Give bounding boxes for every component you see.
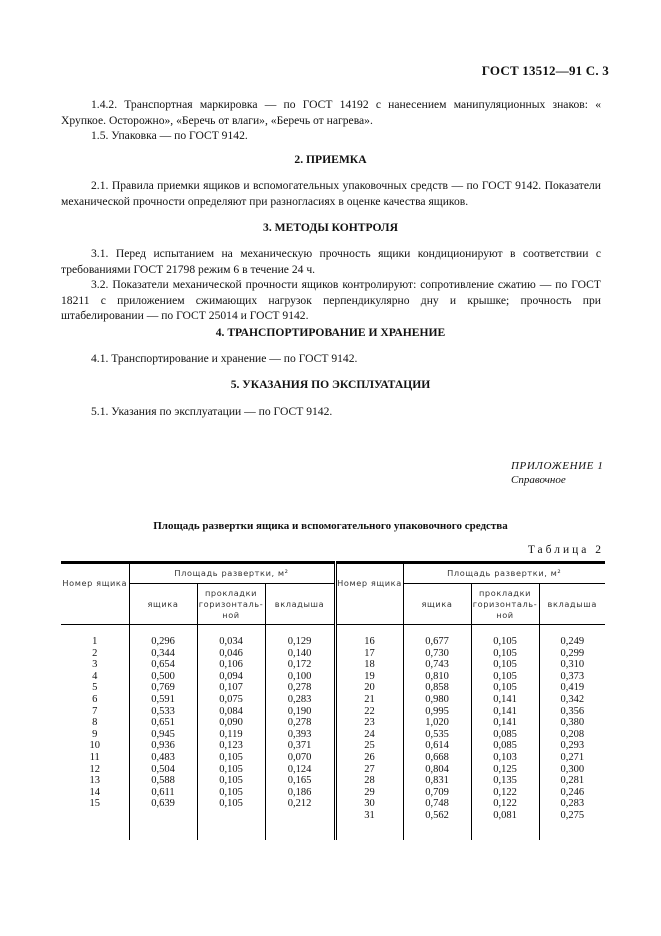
table-row <box>61 706 605 718</box>
paragraph-2-1 <box>61 178 601 209</box>
paragraph-text: 3.1. Перед испытанием на механическую прочность ящики кондиционируют в соответствии с требованиями ГОСТ 21798 режим 6 в течение 24 ч. <box>61 247 601 276</box>
cell-insert-area: 0,281 <box>539 775 605 787</box>
cell-pad-area: 0,141 <box>471 694 539 706</box>
cell-insert-area: 0,419 <box>539 682 605 694</box>
cell-box-area: 0,344 <box>129 648 197 660</box>
cell-insert-area: 0,310 <box>539 659 605 671</box>
cell-insert-area: 0,278 <box>265 682 335 694</box>
cell-insert-area: 0,393 <box>265 729 335 741</box>
cell-insert-area: 0,271 <box>539 752 605 764</box>
cell-insert-area: 0,246 <box>539 787 605 799</box>
cell-pad-area: 0,046 <box>197 648 265 660</box>
cell-box-area: 0,709 <box>403 787 471 799</box>
cell-number: 27 <box>364 763 375 775</box>
cell-pad-area: 0,105 <box>471 625 539 648</box>
cell-pad-area: 0,141 <box>471 717 539 729</box>
cell-box-area: 0,677 <box>403 625 471 648</box>
cell-pad-area: 0,105 <box>197 798 265 810</box>
cell-number: 2 <box>92 647 98 659</box>
header-number-left: Номер ящика <box>61 563 129 625</box>
cell-box-area: 0,668 <box>403 752 471 764</box>
cell-insert-area: 0,371 <box>265 740 335 752</box>
cell-number: 3 <box>92 659 98 671</box>
table-row <box>61 775 605 787</box>
cell-insert-area: 0,100 <box>265 671 335 683</box>
cell-box-area: 0,730 <box>403 648 471 660</box>
cell-pad-area: 0,105 <box>471 682 539 694</box>
cell-insert-area: 0,124 <box>265 764 335 776</box>
paragraph-5-1 <box>61 404 601 420</box>
cell-insert-area: 0,140 <box>265 648 335 660</box>
table-body <box>61 625 605 840</box>
paragraph-1-4-2 <box>61 97 601 128</box>
cell-number: 5 <box>92 682 98 694</box>
cell-pad-area: 0,103 <box>471 752 539 764</box>
cell-pad-area: 0,105 <box>471 671 539 683</box>
cell-insert-area: 0,299 <box>539 648 605 660</box>
cell-pad-area <box>197 810 265 840</box>
cell-pad-area: 0,085 <box>471 740 539 752</box>
cell-insert-area: 0,278 <box>265 717 335 729</box>
cell-pad-area: 0,141 <box>471 706 539 718</box>
cell-number: 21 <box>364 693 375 705</box>
cell-pad-area: 0,122 <box>471 798 539 810</box>
cell-box-area: 1,020 <box>403 717 471 729</box>
section-heading-4: 4. ТРАНСПОРТИРОВАНИЕ И ХРАНЕНИЕ <box>215 326 446 339</box>
cell-number: 7 <box>92 705 98 717</box>
cell-box-area: 0,810 <box>403 671 471 683</box>
header-area-group-right: Площадь развертки, м² <box>403 563 605 584</box>
header-pad-right: прокладки горизонталь-ной <box>471 584 539 625</box>
cell-number: 19 <box>364 670 375 682</box>
table-row <box>61 729 605 741</box>
table-row <box>61 682 605 694</box>
cell-number: 25 <box>364 740 375 752</box>
cell-insert-area: 0,283 <box>265 694 335 706</box>
cell-number: 13 <box>89 775 100 787</box>
cell-number: 30 <box>364 798 375 810</box>
cell-insert-area: 0,275 <box>539 810 605 840</box>
cell-pad-area: 0,105 <box>197 775 265 787</box>
cell-insert-area: 0,165 <box>265 775 335 787</box>
cell-number: 20 <box>364 682 375 694</box>
cell-insert-area: 0,373 <box>539 671 605 683</box>
paragraph-text: 3.2. Показатели механической прочности ящиков контролируют: сопротивление сжатию — по ГОСТ 18211 с приложением сжимающих нагрузок перпендикулярно дну и крышке; прочность при штабелировании — по ГОСТ 25014 и ГОСТ 9142. <box>61 278 601 322</box>
table-row <box>61 740 605 752</box>
cell-box-area: 0,831 <box>403 775 471 787</box>
cell-insert-area: 0,190 <box>265 706 335 718</box>
cell-number: 22 <box>364 705 375 717</box>
cell-number: 11 <box>89 751 100 763</box>
cell-number <box>61 810 129 840</box>
cell-pad-area: 0,081 <box>471 810 539 840</box>
cell-number: 23 <box>364 717 375 729</box>
cell-pad-area: 0,085 <box>471 729 539 741</box>
table-row <box>61 787 605 799</box>
cell-number: 4 <box>92 670 98 682</box>
cell-insert-area: 0,249 <box>539 625 605 648</box>
cell-box-area: 0,936 <box>129 740 197 752</box>
paragraph-1-5 <box>61 128 601 144</box>
cell-number: 6 <box>92 693 98 705</box>
cell-insert-area: 0,293 <box>539 740 605 752</box>
cell-number: 10 <box>89 740 100 752</box>
paragraph-text: 4.1. Транспортирование и хранение — по ГОСТ 9142. <box>91 352 358 365</box>
cell-box-area: 0,504 <box>129 764 197 776</box>
cell-pad-area: 0,106 <box>197 659 265 671</box>
cell-pad-area: 0,122 <box>471 787 539 799</box>
cell-pad-area: 0,107 <box>197 682 265 694</box>
cell-pad-area: 0,084 <box>197 706 265 718</box>
cell-pad-area: 0,123 <box>197 740 265 752</box>
cell-box-area: 0,651 <box>129 717 197 729</box>
paragraph-text: 1.5. Упаковка — по ГОСТ 9142. <box>91 129 248 142</box>
table-row <box>61 625 605 648</box>
table-caption: Площадь развертки ящика и вспомогательного упаковочного средства <box>153 520 508 532</box>
cell-insert-area: 0,186 <box>265 787 335 799</box>
cell-box-area: 0,562 <box>403 810 471 840</box>
header-pad-left: прокладки горизонталь-ной <box>197 584 265 625</box>
cell-insert-area: 0,356 <box>539 706 605 718</box>
cell-pad-area: 0,125 <box>471 764 539 776</box>
cell-number: 9 <box>92 728 98 740</box>
cell-box-area: 0,611 <box>129 787 197 799</box>
cell-box-area: 0,533 <box>129 706 197 718</box>
section-heading-5: 5. УКАЗАНИЯ ПО ЭКСПЛУАТАЦИИ <box>230 378 431 391</box>
cell-insert-area: 0,300 <box>539 764 605 776</box>
cell-number: 28 <box>364 775 375 787</box>
data-table <box>61 561 605 840</box>
cell-number: 31 <box>364 809 375 821</box>
header-insert-right: вкладыша <box>539 584 605 625</box>
table-label: Таблица 2 <box>527 544 604 556</box>
table-row <box>61 798 605 810</box>
header-box-right: ящика <box>403 584 471 625</box>
table-row <box>61 659 605 671</box>
cell-insert-area: 0,129 <box>265 625 335 648</box>
cell-box-area: 0,769 <box>129 682 197 694</box>
appendix-subtitle: Справочное <box>511 474 566 486</box>
cell-pad-area: 0,034 <box>197 625 265 648</box>
cell-number: 29 <box>364 786 375 798</box>
cell-box-area: 0,945 <box>129 729 197 741</box>
cell-number: 18 <box>364 659 375 671</box>
cell-box-area: 0,483 <box>129 752 197 764</box>
cell-number: 17 <box>364 647 375 659</box>
cell-number: 15 <box>89 798 100 810</box>
table-row <box>61 752 605 764</box>
header-number-right: Номер ящика <box>335 563 403 625</box>
table-row <box>61 717 605 729</box>
cell-box-area: 0,500 <box>129 671 197 683</box>
cell-pad-area: 0,105 <box>197 787 265 799</box>
table-row <box>61 671 605 683</box>
appendix-title: ПРИЛОЖЕНИЕ 1 <box>511 460 604 472</box>
header-insert-left: вкладыша <box>265 584 335 625</box>
cell-pad-area: 0,119 <box>197 729 265 741</box>
section-heading-2: 2. ПРИЕМКА <box>294 153 367 166</box>
cell-number: 26 <box>364 751 375 763</box>
cell-number: 12 <box>89 763 100 775</box>
cell-pad-area: 0,135 <box>471 775 539 787</box>
cell-pad-area: 0,105 <box>471 648 539 660</box>
paragraph-text: 2.1. Правила приемки ящиков и вспомогательных упаковочных средств — по ГОСТ 9142. Показатели механической прочности определяют при разногласиях в оценке качества ящиков. <box>61 179 601 208</box>
cell-insert-area: 0,342 <box>539 694 605 706</box>
cell-insert-area: 0,208 <box>539 729 605 741</box>
cell-number: 1 <box>92 636 98 647</box>
cell-box-area: 0,980 <box>403 694 471 706</box>
cell-box-area: 0,588 <box>129 775 197 787</box>
cell-box-area: 0,614 <box>403 740 471 752</box>
table-row <box>61 764 605 776</box>
cell-box-area: 0,743 <box>403 659 471 671</box>
cell-insert-area: 0,380 <box>539 717 605 729</box>
cell-pad-area: 0,105 <box>471 659 539 671</box>
table-row <box>61 648 605 660</box>
table-row <box>61 810 605 840</box>
cell-box-area: 0,535 <box>403 729 471 741</box>
cell-insert-area: 0,283 <box>539 798 605 810</box>
paragraph-text: 5.1. Указания по эксплуатации — по ГОСТ 9142. <box>91 405 333 418</box>
cell-box-area: 0,858 <box>403 682 471 694</box>
cell-insert-area: 0,172 <box>265 659 335 671</box>
cell-insert-area: 0,070 <box>265 752 335 764</box>
paragraph-3-1 <box>61 246 601 277</box>
cell-number: 14 <box>89 786 100 798</box>
cell-box-area: 0,748 <box>403 798 471 810</box>
cell-insert-area <box>265 810 335 840</box>
page-header-doc-id: ГОСТ 13512—91 С. 3 <box>481 63 609 78</box>
cell-number: 24 <box>364 728 375 740</box>
cell-insert-area: 0,212 <box>265 798 335 810</box>
cell-number: 8 <box>92 717 98 729</box>
cell-box-area: 0,804 <box>403 764 471 776</box>
cell-box-area: 0,995 <box>403 706 471 718</box>
header-box-left: ящика <box>129 584 197 625</box>
paragraph-4-1 <box>61 351 601 367</box>
cell-box-area: 0,296 <box>129 625 197 648</box>
cell-box-area: 0,654 <box>129 659 197 671</box>
cell-box-area <box>129 810 197 840</box>
cell-pad-area: 0,105 <box>197 764 265 776</box>
cell-number: 16 <box>364 636 375 647</box>
appendix-label <box>511 459 603 487</box>
paragraph-3-2 <box>61 277 601 324</box>
table-row <box>61 694 605 706</box>
cell-pad-area: 0,075 <box>197 694 265 706</box>
section-heading-3: 3. МЕТОДЫ КОНТРОЛЯ <box>263 221 398 234</box>
paragraph-text: 1.4.2. Транспортная маркировка — по ГОСТ 14192 с нанесением манипуляционных знаков: « Хрупкое. Осторожно», «Беречь от влаги», «Беречь от нагрева». <box>61 98 601 127</box>
cell-pad-area: 0,090 <box>197 717 265 729</box>
header-area-group-left: Площадь развертки, м² <box>129 563 335 584</box>
cell-pad-area: 0,105 <box>197 752 265 764</box>
cell-box-area: 0,591 <box>129 694 197 706</box>
cell-pad-area: 0,094 <box>197 671 265 683</box>
cell-box-area: 0,639 <box>129 798 197 810</box>
